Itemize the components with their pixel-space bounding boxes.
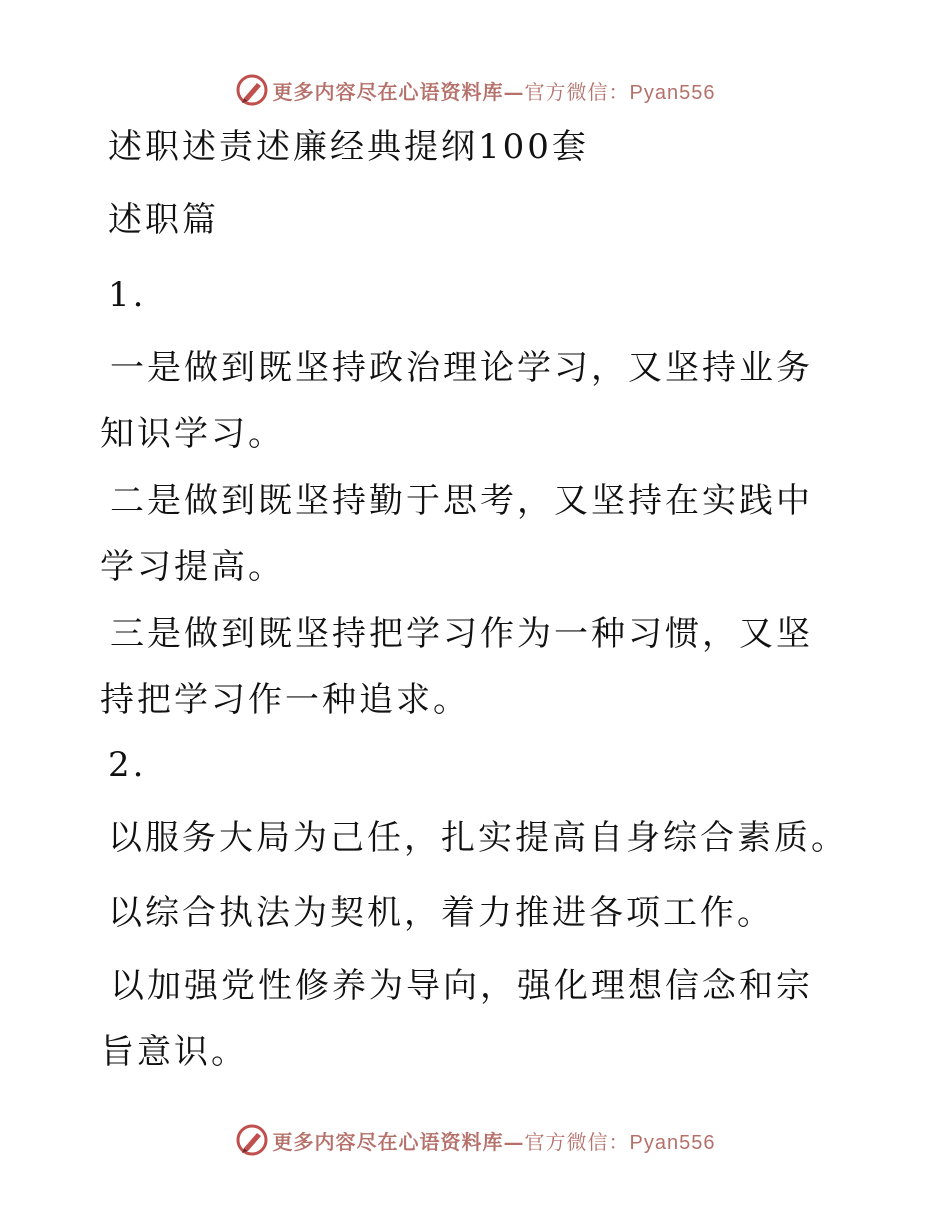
watermark-dash: —	[503, 1129, 525, 1154]
list-item: 以加强党性修养为导向，强化理想信念和宗旨意识。	[100, 966, 813, 1072]
watermark-footer	[0, 1120, 950, 1160]
group-number: 2.	[108, 745, 147, 785]
section-heading: 述职篇	[108, 200, 219, 240]
list-item: 一是做到既坚持政治理论学习，又坚持业务知识学习。	[100, 348, 813, 454]
group-number: 1.	[108, 275, 147, 315]
list-item: 以综合执法为契机，着力推进各项工作。	[108, 893, 774, 933]
list-item: 以服务大局为己任，扎实提高自身综合素质。	[108, 818, 848, 858]
watermark-contact-text: 官方微信：Pyan556	[524, 81, 716, 104]
list-item: 三是做到既坚持把学习作为一种习惯，又坚持把学习作一种追求。	[100, 614, 813, 720]
watermark-dash: —	[503, 79, 525, 104]
document-title: 述职述责述廉经典提纲100套	[108, 127, 589, 167]
watermark-contact-text: 官方微信：Pyan556	[524, 1131, 716, 1154]
watermark-main-text: 更多内容尽在心语资料库	[272, 1129, 504, 1154]
watermark-main-text: 更多内容尽在心语资料库	[272, 79, 504, 104]
pen-logo-icon	[235, 1123, 269, 1157]
list-item: 二是做到既坚持勤于思考，又坚持在实践中学习提高。	[100, 481, 813, 587]
